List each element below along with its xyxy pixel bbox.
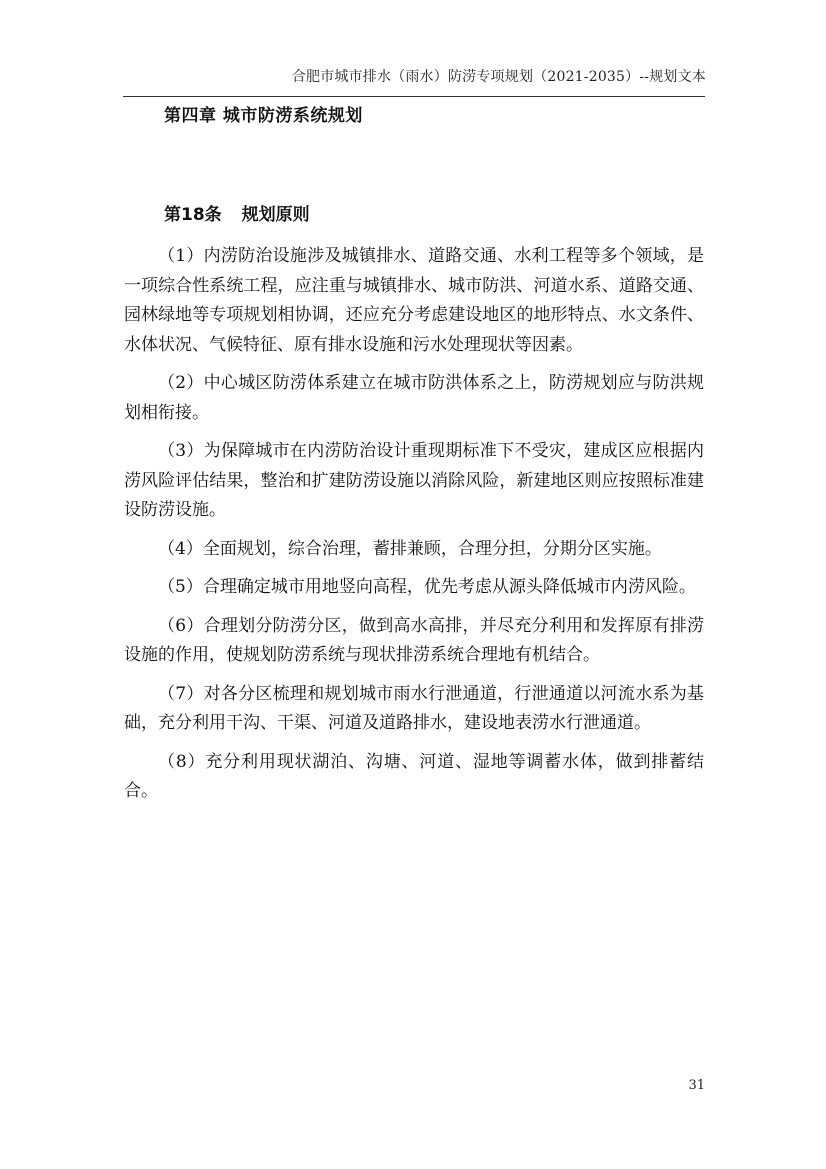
- paragraph-8: （8）充分利用现状湖泊、沟塘、河道、湿地等调蓄水体，做到排蓄结合。: [124, 751, 704, 801]
- paragraph-2: （2）中心城区防涝体系建立在城市防洪体系之上，防涝规划应与防洪规划相衔接。: [124, 373, 704, 423]
- article-title: 规划原则: [241, 205, 310, 225]
- running-header: 合肥市城市排水（雨水）防涝专项规划（2021-2035）--规划文本: [291, 69, 706, 85]
- paragraph-6: （6）合理划分防涝分区，做到高水高排，并尽充分利用和发挥原有排涝设施的作用，使规划防涝系统与现状排涝系统合理地有机结合。: [124, 615, 704, 665]
- paragraph-3: （3）为保障城市在内涝防治设计重现期标准下不受灾，建成区应根据内涝风险评估结果，整治和扩建防涝设施以消除风险，新建地区则应按照标准建设防涝设施。: [124, 441, 704, 520]
- article-number: 第18条: [164, 205, 222, 225]
- article-body: [124, 242, 704, 816]
- paragraph-5: （5）合理确定城市用地竖向高程，优先考虑从源头降低城市内涝风险。: [158, 577, 696, 597]
- article-heading: [164, 200, 310, 225]
- page-number: 31: [688, 1078, 705, 1093]
- paragraph-1: （1）内涝防治设施涉及城镇排水、道路交通、水利工程等多个领域，是一项综合性系统工程，应注重与城镇排水、城市防洪、河道水系、道路交通、园林绿地等专项规划相协调，还应充分考虑建设地区的地形特点、水文条件、水体状况、气候特征、原有排水设施和污水处理现状等因素。: [124, 246, 704, 355]
- header-divider: [123, 96, 705, 97]
- paragraph-4: （4）全面规划，综合治理，蓄排兼顾，合理分担，分期分区实施。: [158, 538, 662, 559]
- paragraph-7: （7）对各分区梳理和规划城市雨水行泄通道，行泄通道以河流水系为基础，充分利用干沟、干渠、河道及道路排水，建设地表涝水行泄通道。: [124, 683, 704, 733]
- chapter-title: 第四章 城市防涝系统规划: [164, 106, 363, 126]
